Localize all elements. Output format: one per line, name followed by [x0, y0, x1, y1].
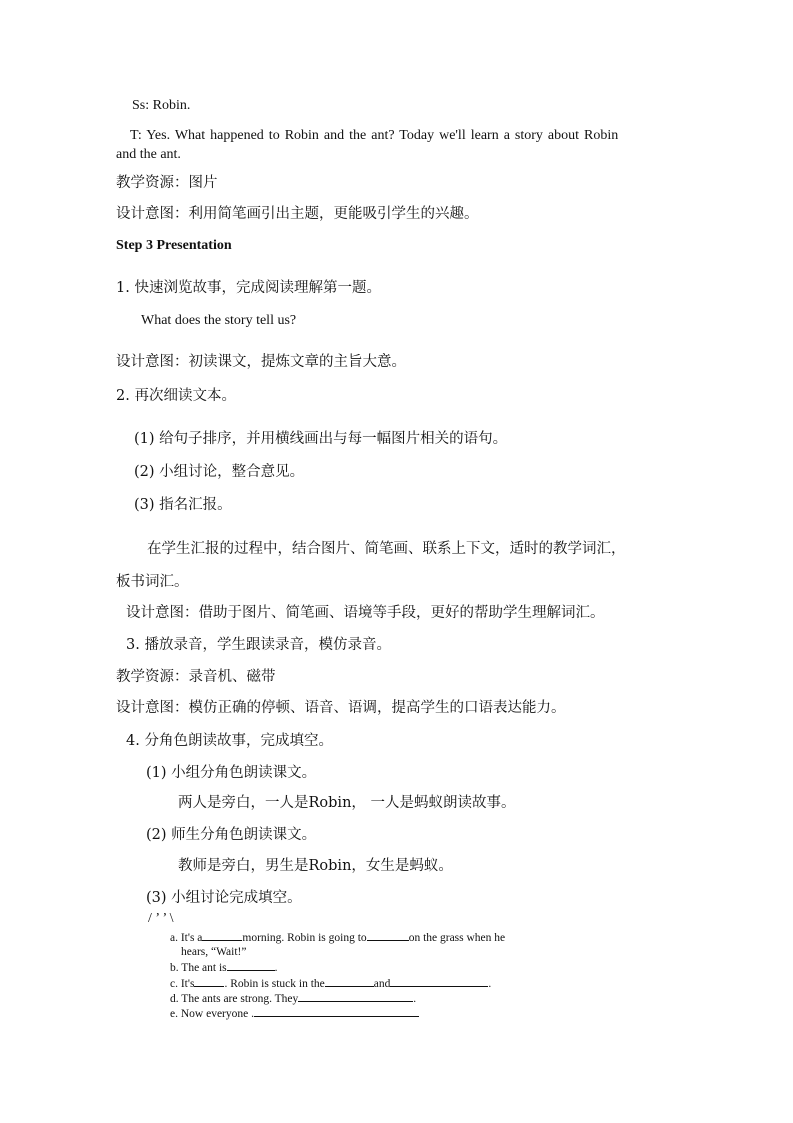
- paragraph-line2: 板书词汇。: [116, 574, 189, 590]
- design-intent-2: 设计意图：初读课文，提炼文章的主旨大意。: [116, 354, 406, 370]
- dialogue-teacher-line1: T: Yes. What happened to Robin and the ant? Today we'll learn a story about Robin: [130, 128, 619, 143]
- fill-e-part1: e. Now everyone .: [170, 1008, 254, 1020]
- dialogue-ss: Ss: Robin.: [132, 98, 191, 113]
- sub-item-2-1: (1) 给句子排序，并用横线画出与每一幅图片相关的语句。: [134, 431, 508, 447]
- fill-item-a-cont: hears, “Wait!”: [181, 946, 247, 958]
- fill-a-part2: morning. Robin is going to: [242, 932, 367, 944]
- fill-item-c: [170, 976, 491, 991]
- design-intent-4: 设计意图：模仿正确的停顿、语音、语调，提高学生的口语表达能力。: [116, 700, 566, 716]
- fill-item-b: [170, 960, 278, 975]
- fill-blank: [194, 976, 224, 987]
- fill-c-dot: .: [488, 978, 492, 990]
- fill-blank: [298, 991, 413, 1002]
- fill-blank: [202, 930, 242, 941]
- paragraph-line1: 在学生汇报的过程中，结合图片、简笔画、联系上下文，适时的教学词汇，: [147, 541, 626, 557]
- step3-heading: Step 3 Presentation: [116, 238, 232, 253]
- step-item-2: 2. 再次细读文本。: [116, 388, 236, 404]
- stray-marks: / ’ ’ \: [148, 911, 174, 926]
- fill-a-part1: a. It's a: [170, 932, 203, 944]
- fill-c-part2: . Robin is stuck in the: [224, 978, 325, 990]
- fill-b-dot: .: [274, 962, 278, 974]
- fill-d-dot: .: [413, 993, 417, 1005]
- step-item-4: 4. 分角色朗读故事，完成填空。: [126, 733, 333, 749]
- fill-c-part3: and: [373, 978, 391, 990]
- step-item-1: 1. 快速浏览故事，完成阅读理解第一题。: [116, 280, 381, 296]
- sub-item-4-2-detail: 教师是旁白，男生是Robin，女生是蚂蚁。: [178, 858, 453, 874]
- step-item-3: 3. 播放录音，学生跟读录音，模仿录音。: [126, 637, 391, 653]
- sub-item-2-3: (3) 指名汇报。: [134, 497, 232, 513]
- fill-item-d: [170, 991, 416, 1006]
- fill-b-part1: b. The ant is: [170, 962, 227, 974]
- question-1: What does the story tell us?: [141, 313, 297, 328]
- fill-blank: [254, 1006, 419, 1017]
- fill-c-part1: c. It's: [170, 978, 195, 990]
- fill-a-part3: on the grass when he: [408, 932, 506, 944]
- fill-blank: [325, 976, 374, 987]
- teaching-resource-2: 教学资源：录音机、磁带: [116, 669, 276, 685]
- sub-item-4-1: (1) 小组分角色朗读课文。: [146, 765, 317, 781]
- fill-blank: [367, 930, 409, 941]
- fill-item-a: [170, 930, 505, 945]
- sub-item-2-2: (2) 小组讨论，整合意见。: [134, 464, 305, 480]
- dialogue-teacher-line2: and the ant.: [116, 147, 181, 162]
- sub-item-4-1-detail: 两人是旁白，一人是Robin， 一人是蚂蚁朗读故事。: [178, 795, 516, 811]
- design-intent-3: 设计意图：借助于图片、简笔画、语境等手段，更好的帮助学生理解词汇。: [126, 605, 605, 621]
- sub-item-4-2: (2) 师生分角色朗读课文。: [146, 827, 317, 843]
- teaching-resource-1: 教学资源：图片: [116, 175, 218, 191]
- fill-blank: [390, 976, 488, 987]
- sub-item-4-3: (3) 小组讨论完成填空。: [146, 890, 302, 906]
- fill-blank: [227, 960, 275, 971]
- fill-d-part1: d. The ants are strong. They: [170, 993, 299, 1005]
- design-intent-1: 设计意图：利用简笔画引出主题，更能吸引学生的兴趣。: [116, 206, 479, 222]
- fill-item-e: [170, 1006, 419, 1021]
